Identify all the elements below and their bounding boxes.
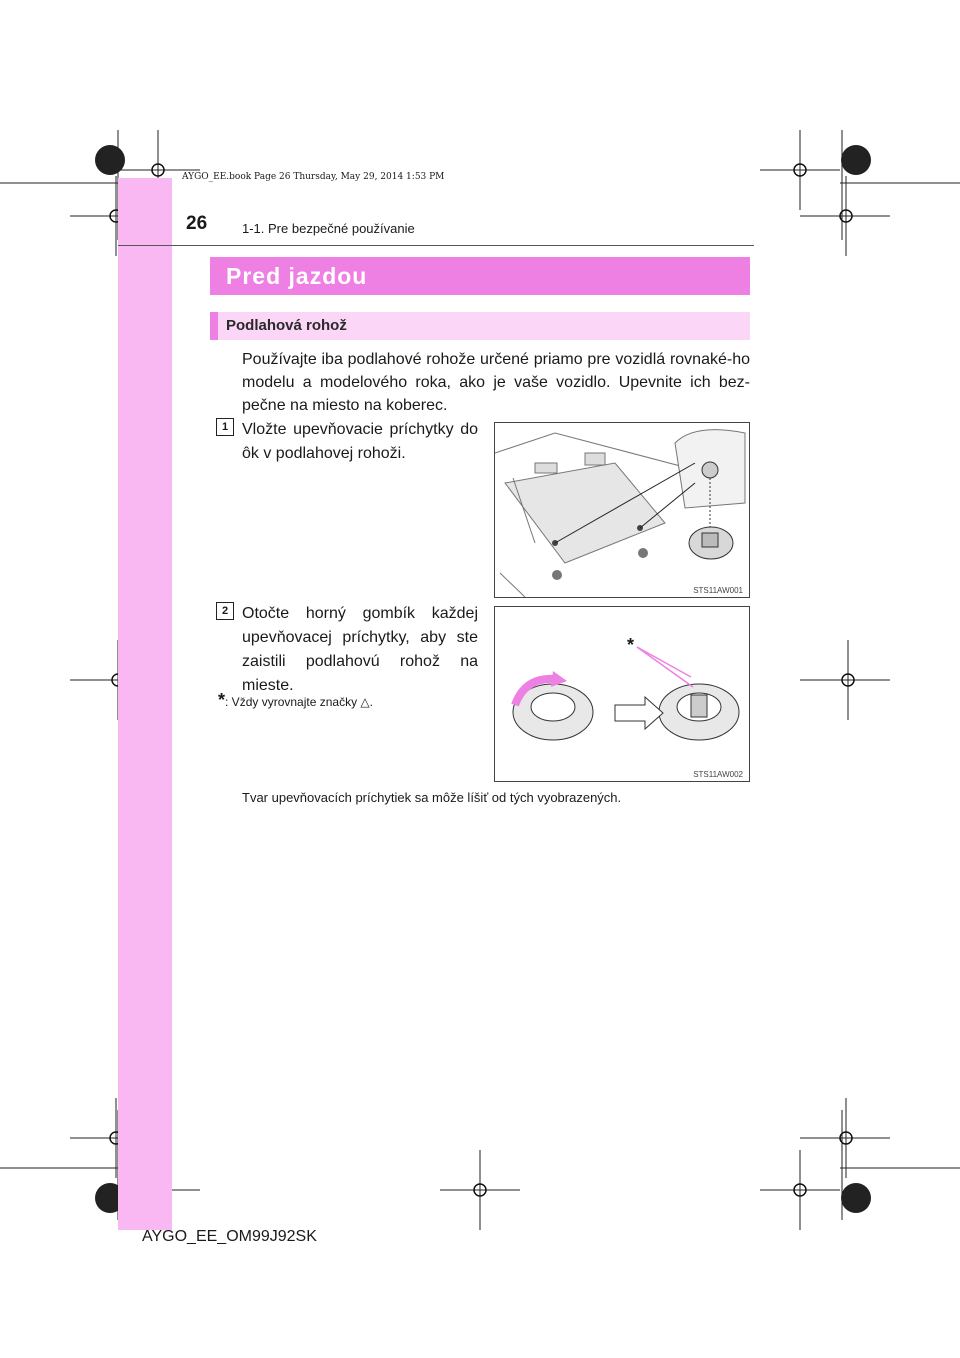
figure-2 (494, 606, 750, 782)
figure-1-code: STS11AW001 (693, 586, 743, 595)
step-1-badge: 1 (216, 418, 234, 436)
step-2-text: Otočte horný gombík každej upevňovacej príchytky, aby ste zaistili podlahovú rohož na mieste. (242, 605, 478, 694)
footnote-text: : Vždy vyrovnajte značky △. (225, 695, 373, 709)
step-1-text: Vložte upevňovacie príchytky do ôk v podlahovej rohoži. (242, 421, 478, 462)
figure-2-code: STS11AW002 (693, 770, 743, 779)
header-rule (118, 245, 754, 246)
subtitle-banner (210, 312, 750, 340)
footer-code: AYGO_EE_OM99J92SK (142, 1228, 317, 1245)
page-number: 26 (186, 213, 208, 234)
clip-rotation-illustration (495, 607, 749, 781)
footnote (218, 690, 373, 711)
page-title-banner (210, 257, 750, 295)
page-title: Pred jazdou (226, 263, 368, 289)
note-text: Tvar upevňovacích príchytiek sa môže líšiť od tých vyobrazených. (242, 790, 622, 805)
intro-paragraph: Používajte iba podlahové rohože určené priamo pre vozidlá rovnaké-ho modelu a modelového roka, ako je vaše vozidlo. Upevnite ich bez-pečne na miesto na koberec. (242, 351, 750, 414)
floor-mat-illustration (495, 423, 749, 597)
section-title: 1-1. Pre bezpečné používanie (242, 221, 415, 236)
figure-2-star: * (627, 635, 635, 655)
subtitle-edge (210, 312, 218, 340)
sidebar-stripe (118, 178, 172, 1230)
book-stamp: AYGO_EE.book Page 26 Thursday, May 29, 2014 1:53 PM (182, 172, 445, 182)
figure-1 (494, 422, 750, 598)
footnote-marker: * (218, 690, 226, 710)
step-2-badge: 2 (216, 602, 234, 620)
subtitle: Podlahová rohož (226, 317, 347, 334)
